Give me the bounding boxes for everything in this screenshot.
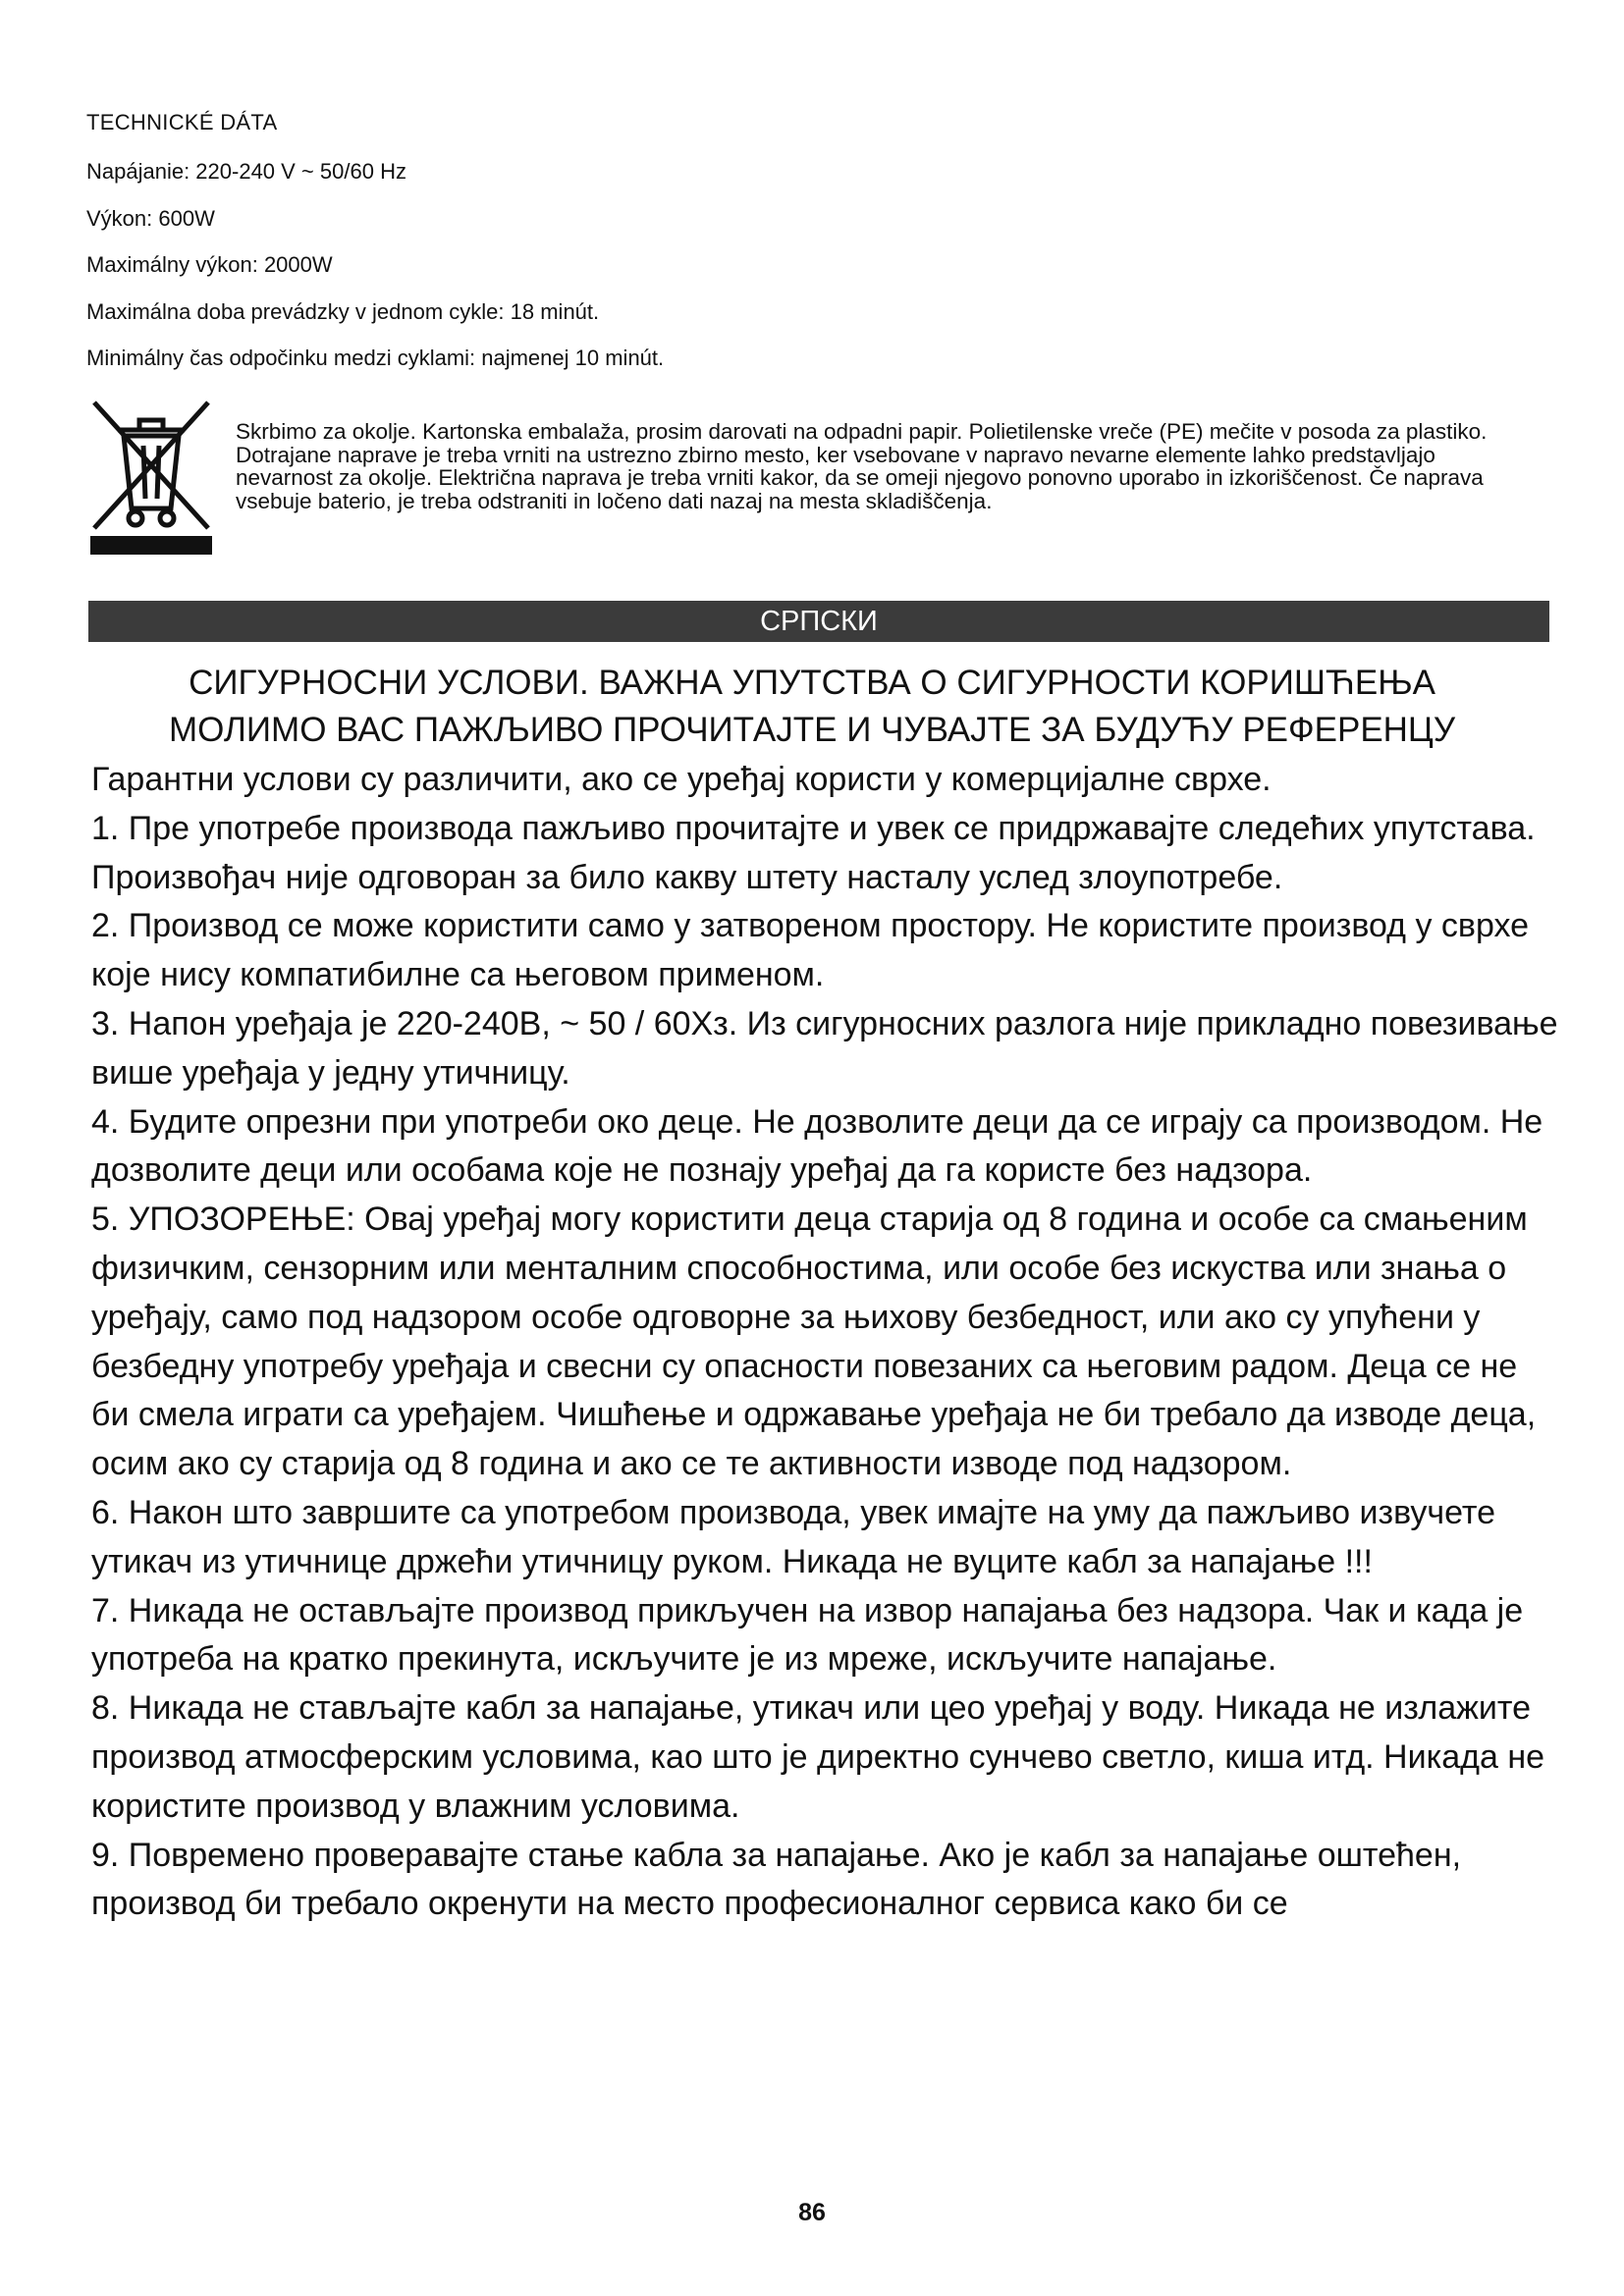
instruction-7: 7. Никада не остављајте производ прикључен на извор напајања без надзора. Чак и када је употреба на кратко прекинута, искључите је из мреже, искључите напајање. (91, 1591, 1524, 1679)
page-number: 86 (798, 2199, 826, 2226)
technical-data-list (86, 157, 664, 391)
instruction-2: 2. Производ се може користити само у затвореном простору. Не користите производ у сврхе које нису компатибилне са његовом применом. (91, 907, 1530, 994)
spec-power-supply: Napájanie: 220-240 V ~ 50/60 Hz (86, 159, 406, 184)
warranty-note: Гарантни услови су различити, ако се уређај користи у комерцијалне сврхе. (91, 761, 1272, 798)
safety-heading-line-1: СИГУРНОСНИ УСЛОВИ. ВАЖНА УПУТСТВА О СИГУРНОСТИ КОРИШЋЕЊА (189, 664, 1435, 702)
language-section-bar: СРПСКИ (88, 601, 1549, 642)
instruction-6: 6. Након што завршите са употребом производа, увек имајте на уму да пажљиво извучете утикач из утичнице држећи утичницу руком. Никада не вуците кабл за напајање !!! (91, 1493, 1496, 1580)
safety-instructions (91, 756, 1564, 1929)
safety-heading (59, 660, 1565, 754)
spec-min-rest-time: Minimálny čas odpočinku medzi cyklami: najmenej 10 minút. (86, 346, 665, 370)
instruction-3: 3. Напон уређаја је 220-240В, ~ 50 / 60Хз. Из сигурносних разлога није прикладно повезивање више уређаја у једну утичницу. (91, 1004, 1558, 1092)
technical-data-title: TECHNICKÉ DÁTA (86, 110, 278, 134)
crossed-out-bin-icon (88, 393, 214, 555)
instruction-5: 5. УПОЗОРЕЊЕ: Овај уређај могу користити деца старија од 8 година и особе са смањеним физичким, сензорним или менталним способностима, или особе без искуства или знања о уређају, само под надзором особе одговорне за њихову безбедност, или ако су упућени у безбедну употребу уређаја и свесни су опасности повезаних са његовим радом. Деца се не би смела играти са уређајем. Чишћење и одржавање уређаја не би требало да изводе деца, осим ако су старија од 8 година и ако се те активности изводе под надзором. (91, 1201, 1537, 1483)
instruction-8: 8. Никада не стављајте кабл за напајање, утикач или цео уређај у воду. Никада не излажите производ атмосферским условима, као што је директно сунчево светло, киша итд. Никада не користите производ у влажним условима. (91, 1689, 1545, 1825)
instruction-1: 1. Пре употребе производа пажљиво прочитајте и увек се придржавајте следећих упутстава. Произвођач није одговоран за било какву штету насталу услед злоупотребе. (91, 809, 1536, 896)
instruction-4: 4. Будите опрезни при употреби око деце. Не дозволите деци да се играју са производом. Не дозволите деци или особама које не познају уређај да га користе без надзора. (91, 1102, 1543, 1190)
safety-heading-line-2: МОЛИМО ВАС ПАЖЉИВО ПРОЧИТАЈТЕ И ЧУВАЈТЕ ЗА БУДУЋУ РЕФЕРЕНЦУ (168, 711, 1456, 749)
instruction-9: 9. Повремено проверавајте стање кабла за напајање. Ако је кабл за напајање оштећен, производ би требало окренути на место професионалног сервиса како би се (91, 1836, 1462, 1923)
spec-max-operating-time: Maximálna doba prevádzky v jednom cykle: 18 minút. (86, 298, 600, 324)
spec-power: Výkon: 600W (86, 205, 215, 231)
environmental-notice: Skrbimo za okolje. Kartonska embalaža, prosim darovati na odpadni papir. Polietilenske vreče (PE) mečite v posoda za plastiko. Dotrajane naprave je treba vrniti na ustrezno zbirno mesto, ker vsebovane v napravo nevarne elemente lahko predstavljajo nevarnost za okolje. Električna naprava je treba vrniti kakor, da se omeji njegovo ponovno uporabo in izkoriščenost. Če naprava vsebuje baterio, je treba odstraniti in ločeno dati nazaj na mesta skladiščenja. (236, 419, 1488, 513)
spec-max-power: Maximálny výkon: 2000W (86, 252, 333, 277)
